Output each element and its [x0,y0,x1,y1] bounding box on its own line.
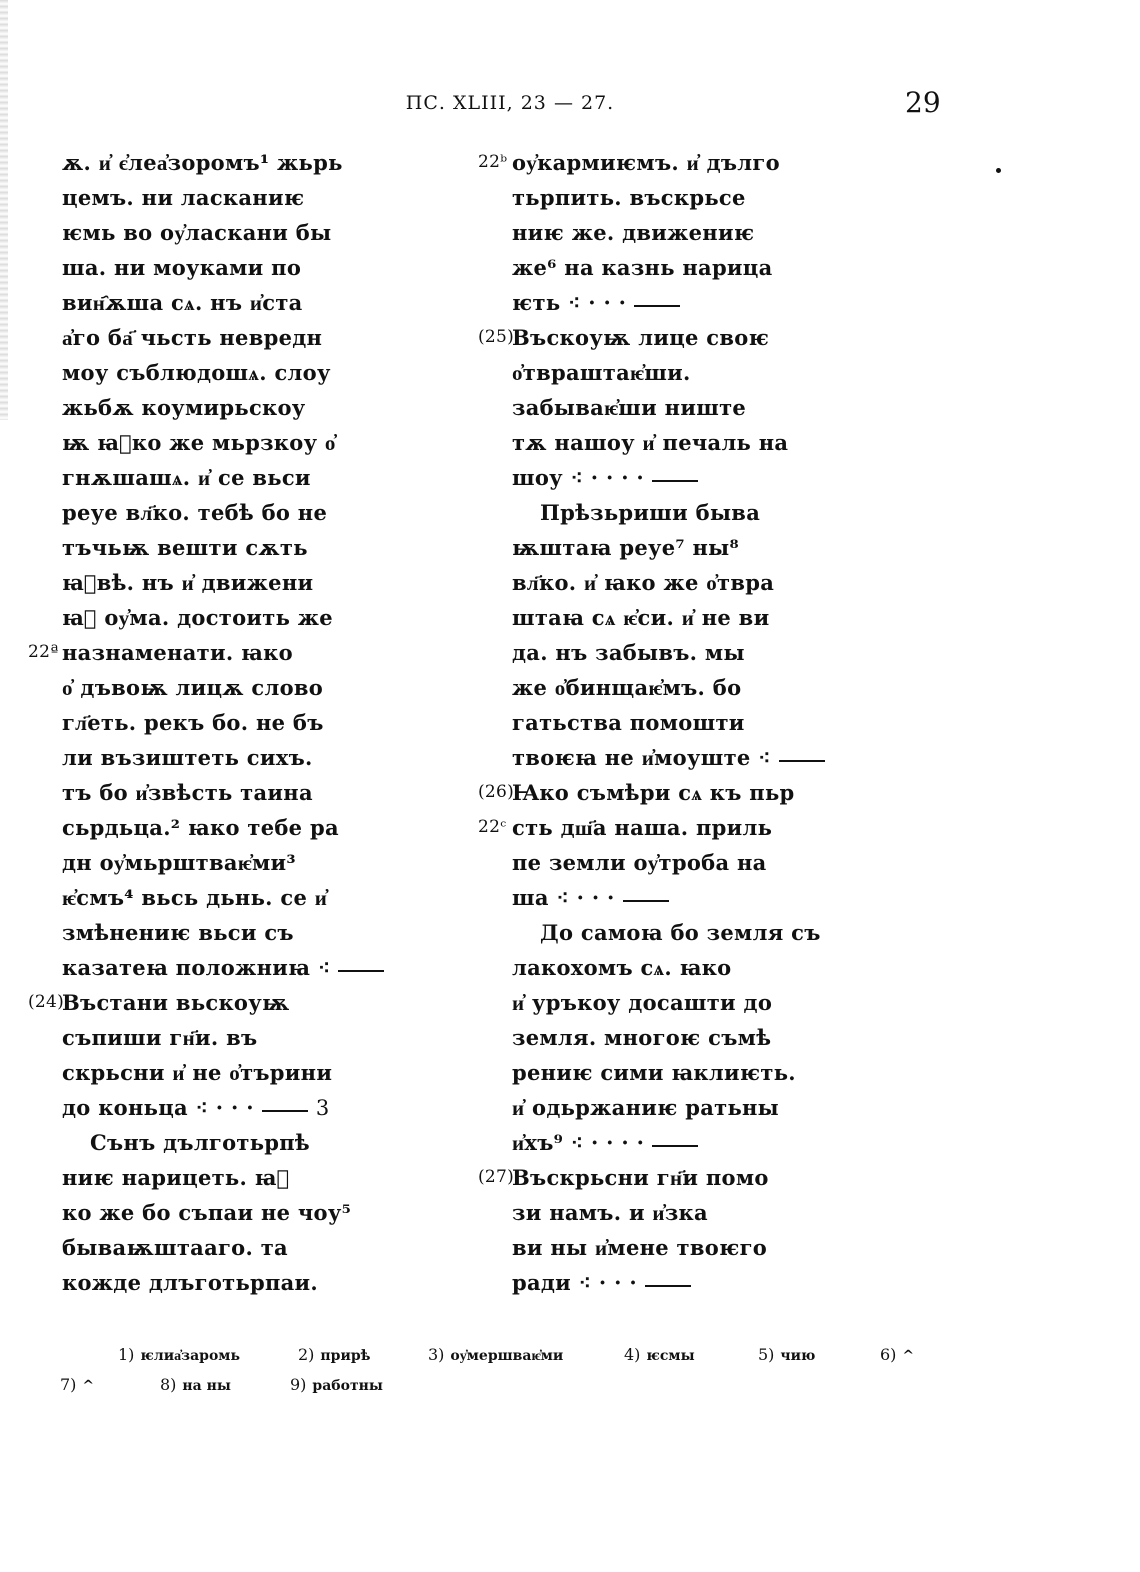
text-line [512,495,842,530]
line-text: и҆хъ⁹ ⁖ · · · · [512,1130,645,1155]
line-text: ѫ. и҆ є҆леа҆зоромъ¹ жьрь [62,150,343,175]
footnote-row-1 [60,1345,960,1375]
line-text: Ꙗко съмѣри сѧ къ пьр [512,780,795,805]
verse-marker: (24) [28,992,65,1012]
text-line [512,1125,842,1160]
line-text: сть дш҃а наша. приль [512,815,773,840]
text-line [478,1160,842,1195]
text-line [512,670,842,705]
text-line [62,845,432,880]
page-number: 29 [905,86,941,119]
text-line [62,495,432,530]
ink-speck [996,168,1001,173]
text-line [28,985,432,1020]
verse-end-dash [645,1285,691,1287]
text-line [512,1195,842,1230]
line-text: же о҆бинщаѥ҆мъ. бо [512,675,742,700]
line-text: тъ бо и҆звѣсть таина [62,780,313,805]
line-text: ви ны и҆мене твоѥго [512,1235,768,1260]
line-text: реуе вл҃ко. тебѣ бо не [62,500,328,525]
footnote-7: 7) ^ [60,1375,95,1394]
line-text: ниѥ нарицеть. ꙗ҆ [62,1165,290,1190]
line-text: о҆ дъвоѭ лицѫ слово [62,675,324,700]
text-line [512,985,842,1020]
text-line [512,880,842,915]
line-text: до коньца ⁖ · · · [62,1095,254,1120]
line-text: До самоꙗ бо земля съ [540,920,821,945]
line-text: вл҃ко. и҆ ꙗко же о҆твра [512,570,775,595]
line-text: о҆твраштаѥ҆ши. [512,360,691,385]
footnote-8: 8) на ны [160,1375,231,1394]
verse-end-mark [258,1092,308,1127]
text-line [512,1265,842,1300]
text-line [62,180,432,215]
line-text: земля. многоѥ съмѣ [512,1025,772,1050]
text-line [62,1230,432,1265]
line-text: ѥмь во оу҆ласкани бы [62,220,332,245]
verse-end-dash [262,1110,308,1112]
verse-marker: (27) [478,1167,515,1187]
line-text: зи намъ. и и҆зка [512,1200,708,1225]
text-line [62,1195,432,1230]
text-line [62,670,432,705]
line-text: змѣнениѥ вьси съ [62,920,294,945]
text-line [512,460,842,495]
text-line [512,565,842,600]
line-text: ша ⁖ · · · [512,885,615,910]
line-text: ко же бо съпаи не чоу⁵ [62,1200,352,1225]
line-text: Въстани вьскоуѭ [62,990,290,1015]
line-text: вин҄ѫша сѧ. нъ и҆ста [62,290,303,315]
line-text: гнѫшашѧ. и҆ се вьси [62,465,311,490]
left-column [28,145,432,1300]
text-line [478,320,842,355]
verse-end-mark [648,462,698,497]
verse-marker: 22ª [28,642,59,662]
text-line [512,390,842,425]
verse-end-dash [338,970,384,972]
text-line [478,775,842,810]
verse-marker: (26) [478,782,515,802]
line-text: Въскрьсни гн҃и помо [512,1165,769,1190]
scan-edge-noise [0,0,8,420]
line-text: Прѣзьриши быва [540,500,761,525]
verse-end-dash [623,900,669,902]
text-line [512,425,842,460]
text-line [512,250,842,285]
text-line [512,530,842,565]
verse-marker: (25) [478,327,515,347]
text-line [62,1090,432,1125]
text-line [512,740,842,775]
text-line [478,145,842,180]
line-text: штаꙗ сѧ ѥ҆си. и҆ не ви [512,605,770,630]
text-line [62,390,432,425]
verse-end-mark [619,882,669,917]
text-line [512,355,842,390]
text-line [62,950,432,985]
running-head: ПС. XLIII, 23 — 27. [405,92,615,114]
text-line [62,285,432,320]
text-line [512,915,842,950]
verse-end-mark [648,1127,698,1162]
text-line [62,565,432,600]
footnotes [60,1345,960,1405]
line-text: ли възиштеть сихъ. [62,745,313,770]
line-text: кожде длъготьрпаи. [62,1270,319,1295]
line-text: бываѭштааго. та [62,1235,288,1260]
text-line [478,810,842,845]
verse-end-mark [775,742,825,777]
footnote-6: 6) ^ [880,1345,915,1364]
verse-end-mark [334,952,384,987]
footnote-2: 2) прирѣ [298,1345,371,1364]
line-text: моу съблюдошѧ. слоу [62,360,331,385]
text-line [62,460,432,495]
line-text: Въскоуѭ лице своѥ [512,325,770,350]
line-text: сьрдьца.² ꙗко тебе ра [62,815,339,840]
line-text: да. нъ забывъ. мы [512,640,745,665]
line-text: съпиши гн҃и. въ [62,1025,258,1050]
footnote-4: 4) ѥсмы [624,1345,695,1364]
footnote-3: 3) оу҆мершваѥ҆ми [428,1345,564,1364]
line-text: казатеꙗ положниꙗ ⁖ [62,955,331,980]
line-text: скрьсни и҆ не о҆търини [62,1060,333,1085]
verse-marker: 22ᵇ [478,152,508,172]
text-line [28,635,432,670]
verse-end-dash [652,480,698,482]
text-line [62,1020,432,1055]
line-text: а҆го ба҃ чьсть невредн [62,325,323,350]
text-line [62,600,432,635]
text-line [62,250,432,285]
line-text: шоу ⁖ · · · · [512,465,645,490]
margin-note: 3 [315,1096,330,1120]
text-line [512,705,842,740]
text-line [62,1160,432,1195]
verse-marker: 22ᶜ [478,817,507,837]
text-line [62,775,432,810]
text-line [512,600,842,635]
line-text: гл҃еть. рекъ бо. не бъ [62,710,324,735]
line-text: тьрпить. въскрьсе [512,185,746,210]
line-text: оу҆кармиѥмъ. и҆ дълго [512,150,780,175]
text-line [512,215,842,250]
footnote-row-2 [60,1375,960,1405]
footnote-1: 1) ѥлиа҆заромь [118,1345,240,1364]
text-line [512,950,842,985]
line-text: ꙗ҆ оу҆ма. достоить же [62,605,333,630]
verse-end-mark [641,1267,691,1302]
line-text: рениѥ сими ꙗклиѥть. [512,1060,796,1085]
line-text: ради ⁖ · · · [512,1270,637,1295]
line-text: пе земли оу҆троба на [512,850,767,875]
footnote-9: 9) работны [290,1375,383,1394]
text-line [512,1230,842,1265]
verse-end-dash [652,1145,698,1147]
text-line [512,1020,842,1055]
line-text: забываѥ҆ши ниште [512,395,747,420]
line-text: лакохомъ сѧ. ꙗко [512,955,732,980]
line-text: же⁶ на казнь нарица [512,255,773,280]
text-line [512,285,842,320]
text-line [62,1265,432,1300]
text-line [512,635,842,670]
footnote-5: 5) чию [758,1345,816,1364]
line-text: Сънъ дълготьрпѣ [90,1130,310,1155]
line-text: назнаменати. ꙗко [62,640,293,665]
text-line [62,1055,432,1090]
line-text: жьбѫ коумирьскоу [62,395,306,420]
line-text: ша. ни моуками по [62,255,302,280]
text-line [512,180,842,215]
line-text: ѭ ꙗ҆ко же мьрзкоу о҆ [62,430,336,455]
line-text: ѥть ⁖ · · · [512,290,627,315]
text-line [62,1125,432,1160]
line-text: ꙗ҆вѣ. нъ и҆ движени [62,570,314,595]
right-column [478,145,842,1300]
line-text: ѭштаꙗ реуе⁷ ны⁸ [512,535,740,560]
verse-end-mark [630,287,680,322]
text-line [62,145,432,180]
line-text: тѫ нашоу и҆ печаль на [512,430,789,455]
verse-end-dash [779,760,825,762]
text-line [62,810,432,845]
text-line [62,880,432,915]
line-text: ниѥ же. движениѥ [512,220,755,245]
text-line [512,845,842,880]
text-line [62,355,432,390]
verse-end-dash [634,305,680,307]
line-text: цемъ. ни ласканиѥ [62,185,305,210]
text-line [62,915,432,950]
line-text: тъчьѭ вешти сѫть [62,535,308,560]
text-line [62,740,432,775]
text-line [62,425,432,460]
text-line [62,705,432,740]
line-text: ѥ҆смъ⁴ вьсь дьнь. се и҆ [62,885,328,910]
text-line [62,215,432,250]
line-text: и҆ одьржаниѥ ратьны [512,1095,780,1120]
line-text: гатьства помошти [512,710,745,735]
line-text: дн оу҆мьрштваѥ҆ми³ [62,850,296,875]
text-line [62,530,432,565]
text-line [512,1090,842,1125]
line-text: твоѥꙗ не и҆моуште ⁖ [512,745,771,770]
line-text: и҆ уръкоу досашти до [512,990,773,1015]
text-line [62,320,432,355]
text-line [512,1055,842,1090]
